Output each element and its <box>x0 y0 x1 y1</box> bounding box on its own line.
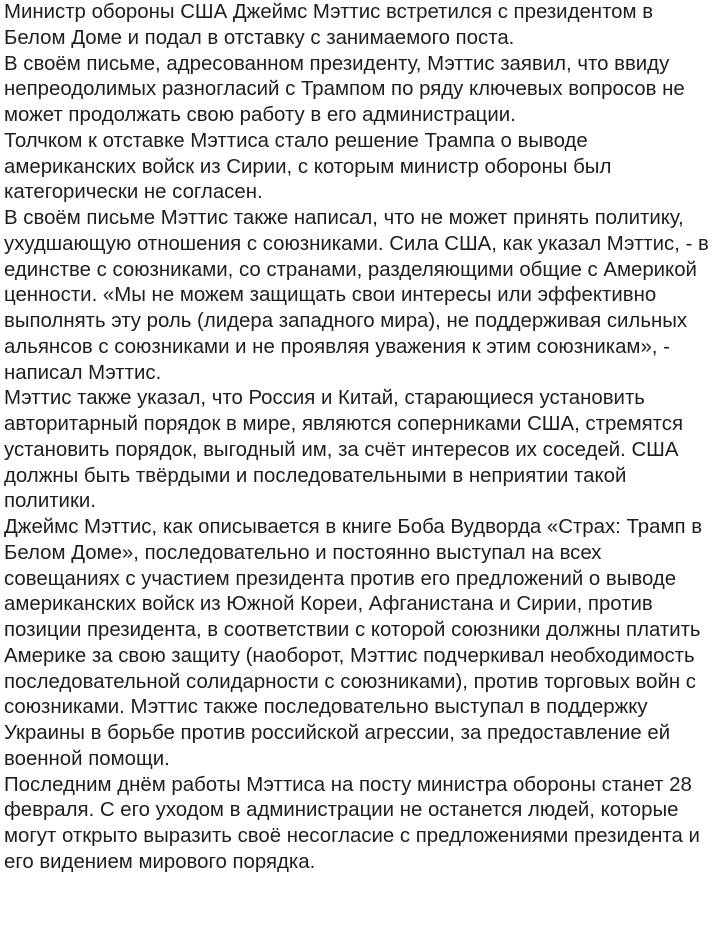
text-line: Америке за свою защиту (наоборот, Мэттис подчеркивал необходимость <box>4 644 695 667</box>
text-line: политики. <box>4 490 96 513</box>
text-line: Министр обороны США Джеймс Мэттис встретился с президентом в <box>4 1 654 23</box>
text-line: Мэттис также указал, что Россия и Китай, старающиеся установить <box>4 387 645 410</box>
text-line: Джеймс Мэттис, как описывается в книге Боба Вудворда «Страх: Трамп в <box>4 516 703 538</box>
text-line: может продолжать свою работу в его администрации. <box>4 104 516 126</box>
text-line: союзниками. Мэттис также последовательно выступал в поддержку <box>4 696 648 719</box>
text-line: его видением мирового порядка. <box>4 850 316 873</box>
text-line: Толчком к отставке Мэттиса стало решение Трампа о выводе <box>4 129 588 152</box>
text-line: ухудшающую отношения с союзниками. Сила США, как указал Мэттис, - в <box>4 232 709 255</box>
text-line: Белом Доме и подал в отставку с занимаемого поста. <box>4 26 515 49</box>
text-line: американских войск из Сирии, с которым министр обороны был <box>4 155 612 178</box>
text-line: непреодолимых разногласий с Трампом по ряду ключевых вопросов не <box>4 78 685 101</box>
text-line: написал Мэттис. <box>4 361 162 384</box>
text-line: совещаниях с участием президента против его предложений о выводе <box>4 567 677 590</box>
text-line: В своём письме, адресованном президенту, Мэттис заявил, что ввиду <box>4 52 670 75</box>
text-line: Украины в борьбе против российской агрессии, за предоставление ей <box>4 722 671 744</box>
text-line: Белом Доме», последовательно и постоянно выступал на всех <box>4 541 602 564</box>
text-line: авторитарный порядок в мире, являются соперниками США, стремятся <box>4 413 684 435</box>
text-line: категорически не согласен. <box>4 181 263 204</box>
text-line: Последним днём работы Мэттиса на посту министра обороны станет 28 <box>4 773 692 796</box>
text-line: могут открыто выразить своё несогласие с предложениями президента и <box>4 825 700 847</box>
text-line: выполнять эту роль (лидера западного мира), не поддерживая сильных <box>4 310 688 332</box>
text-line: военной помощи. <box>4 747 170 770</box>
text-line: единстве с союзниками, со странами, разделяющими общие с Америкой <box>4 258 697 281</box>
text-line: февраля. С его уходом в администрации не останется людей, которые <box>4 799 679 822</box>
text-line: установить порядок, выгодный им, за счёт интересов их соседей. США <box>4 438 679 461</box>
text-line: американских войск из Южной Кореи, Афганистана и Сирии, против <box>4 593 653 616</box>
text-line: должны быть твёрдыми и последовательными в неприятии такой <box>4 464 627 487</box>
text-line: альянсов с союзниками и не проявляя уважения к этим союзникам», - <box>4 335 670 358</box>
text-line: ценности. «Мы не можем защищать свои интересы или эффективно <box>4 284 657 307</box>
text-line: позиции президента, в соответствии с которой союзники должны платить <box>4 619 701 641</box>
text-line: последовательной солидарности с союзниками), против торговых войн с <box>4 670 697 693</box>
text-line: В своём письме Мэттис также написал, что не может принять политику, <box>4 207 684 229</box>
